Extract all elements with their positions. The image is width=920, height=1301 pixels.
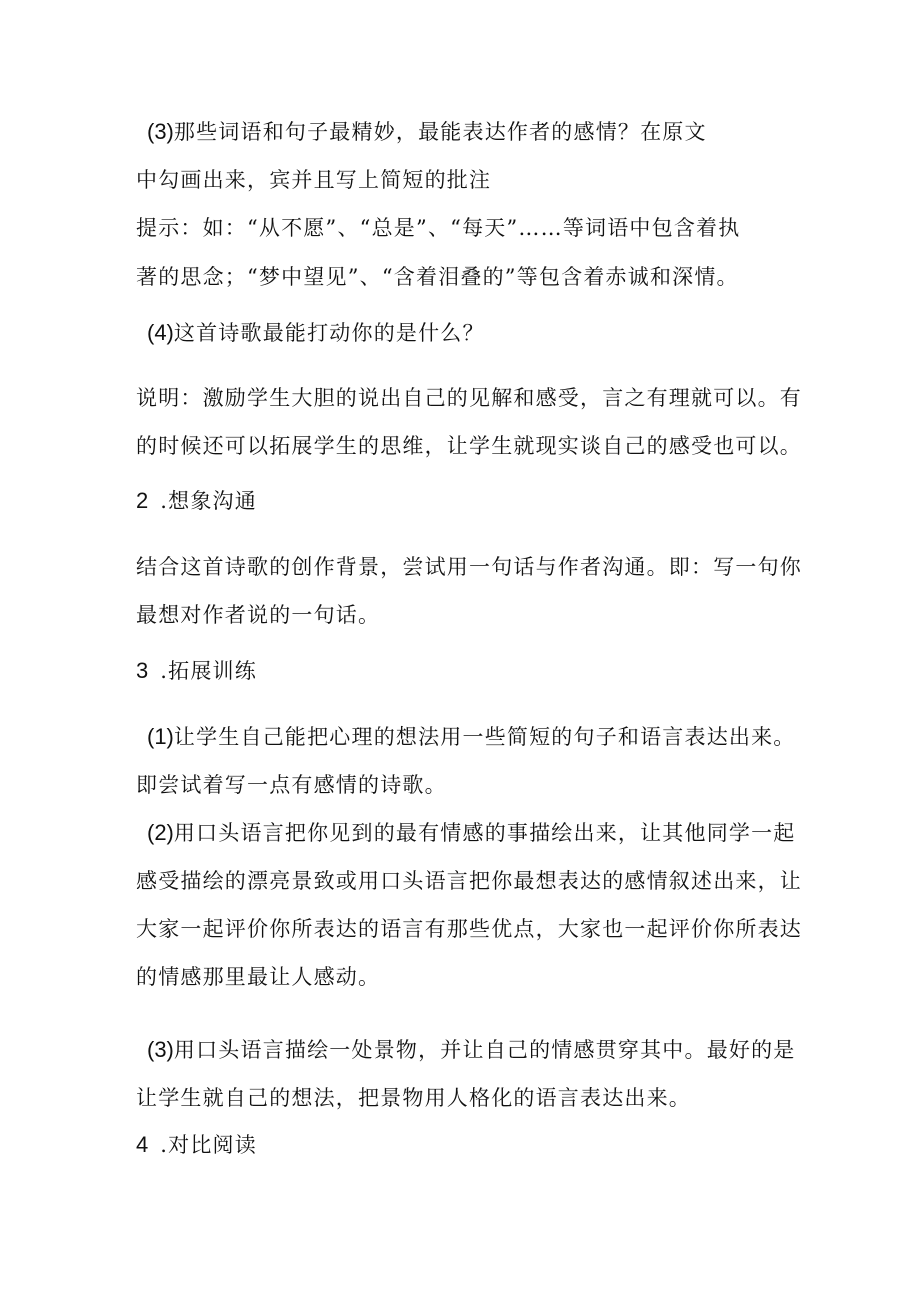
paragraph-line xyxy=(136,431,802,461)
section-title: .想象沟通 xyxy=(160,489,257,513)
paragraph-text: 的情感那里最让人感动。 xyxy=(136,965,381,989)
item-number: (4) xyxy=(147,320,174,345)
paragraph-line xyxy=(136,165,796,195)
paragraph-text: 让学生就自己的想法，把景物用人格化的语言表达出来。 xyxy=(136,1086,691,1110)
paragraph-text: 用口头语言描绘一处景物，并让自己的情感贯穿其中。最好的是 xyxy=(173,1038,796,1062)
paragraph-text: 这首诗歌最能打动你的是什么？ xyxy=(173,321,485,345)
item-number: (1) xyxy=(147,724,174,749)
section-title: .对比阅读 xyxy=(160,1133,257,1157)
item-3-question xyxy=(147,117,807,147)
paragraph-text: 大家一起评价你所表达的语言有那些优点，大家也一起评价你所表达 xyxy=(136,917,802,941)
paragraph-text: 即尝试着写一点有感情的诗歌。 xyxy=(136,773,447,797)
hint-line xyxy=(136,213,796,243)
item-3-task xyxy=(147,1035,807,1065)
item-4-question xyxy=(147,318,807,348)
paragraph-text: 感受描绘的漂亮景致或用口头语言把你最想表达的感情叙述出来，让 xyxy=(136,869,802,893)
paragraph-line xyxy=(136,1083,796,1113)
item-number: (2) xyxy=(147,820,174,845)
item-number: (3) xyxy=(147,1037,174,1062)
section-number: 4 xyxy=(136,1132,149,1157)
paragraph-text: 提示：如：“从不愿”、“总是”、“每天”……等词语中包含着执 xyxy=(136,216,741,240)
paragraph-text: 让学生自己能把心理的想法用一些简短的句子和语言表达出来。 xyxy=(173,725,796,749)
paragraph-text: 那些词语和句子最精妙，最能表达作者的感情？在原文 xyxy=(173,120,707,144)
paragraph-line xyxy=(136,866,802,896)
paragraph-text: 用口头语言把你见到的最有情感的事描绘出来，让其他同学一起 xyxy=(173,821,796,845)
item-number: (3) xyxy=(147,119,174,144)
section-title: .拓展训练 xyxy=(160,659,257,683)
paragraph-text: 结合这首诗歌的创作背景，尝试用一句话与作者沟通。即：写一句你 xyxy=(136,555,802,579)
paragraph-line xyxy=(136,962,796,992)
paragraph-line xyxy=(136,914,802,944)
paragraph-line xyxy=(136,262,796,292)
paragraph-line xyxy=(136,600,796,630)
paragraph-text: 的时候还可以拓展学生的思维，让学生就现实谈自己的感受也可以。 xyxy=(136,434,802,458)
item-1-task xyxy=(147,722,807,752)
paragraph-text: 最想对作者说的一句话。 xyxy=(136,603,381,627)
item-2-task xyxy=(147,818,807,848)
section-number: 2 xyxy=(136,488,149,513)
paragraph-text: 说明：激励学生大胆的说出自己的见解和感受，言之有理就可以。有 xyxy=(136,386,802,410)
section-number: 3 xyxy=(136,658,149,683)
explanation-line xyxy=(136,383,802,413)
section-heading-4 xyxy=(136,1130,796,1160)
paragraph-line xyxy=(136,770,796,800)
paragraph-text: 著的思念；“梦中望见”、“含着泪叠的”等包含着赤诚和深情。 xyxy=(136,265,739,289)
paragraph-text: 中勾画出来，宾并且写上简短的批注 xyxy=(136,168,492,192)
paragraph-line xyxy=(136,552,802,582)
section-heading-3 xyxy=(136,656,796,686)
section-heading-2 xyxy=(136,486,796,516)
